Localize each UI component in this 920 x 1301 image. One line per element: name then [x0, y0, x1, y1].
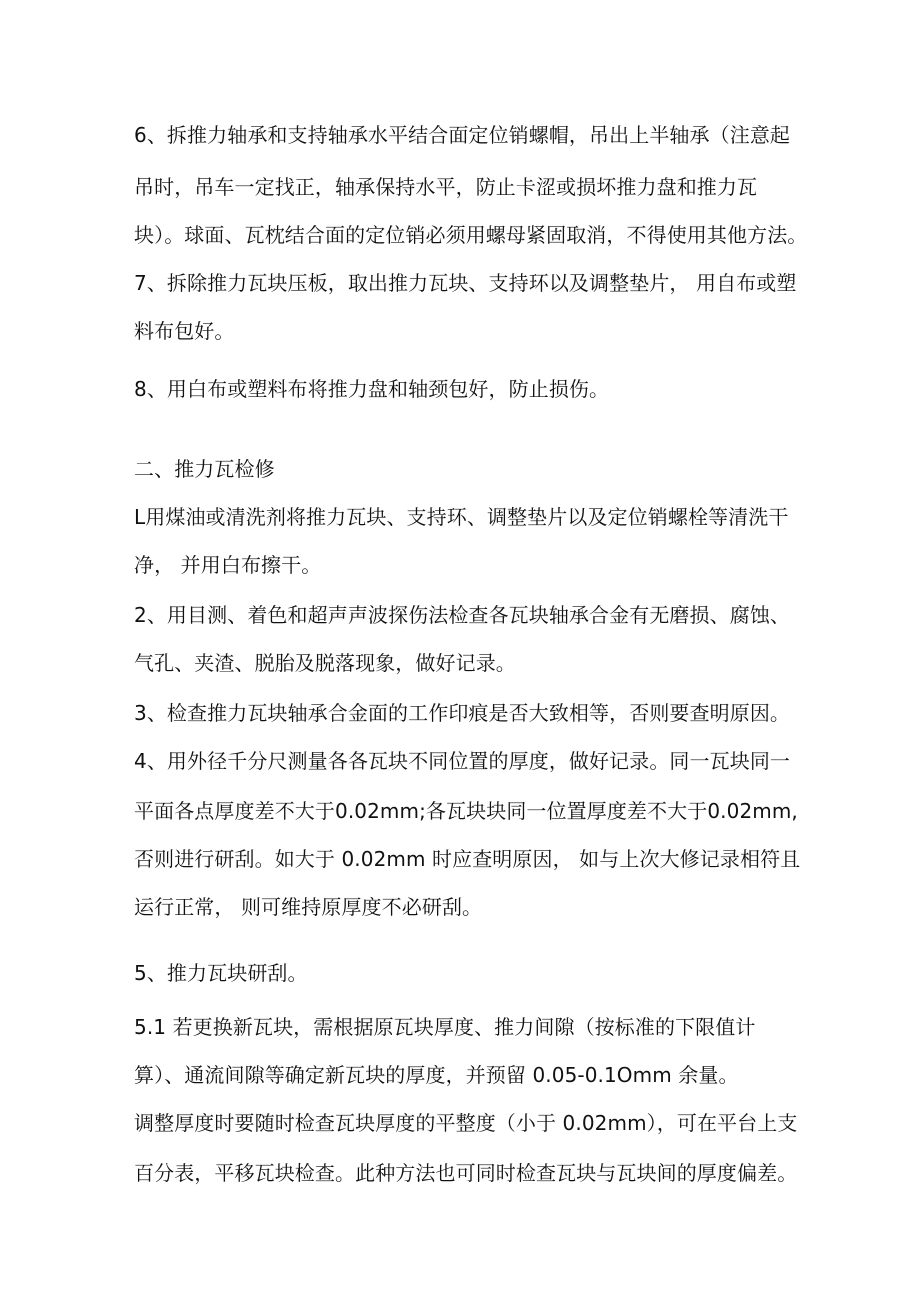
paragraph-check-item1-line1: L用煤油或清洗剂将推力瓦块、支持环、调整垫片以及定位销螺栓等清洗干	[134, 505, 789, 529]
paragraph-check-item4-line3: 否则进行研刮。如大于 0.02mm 时应查明原因， 如与上次大修记录相符且	[134, 847, 801, 871]
paragraph-check-item5-1-line1: 5.1 若更换新瓦块，需根据原瓦块厚度、推力间隙（按标准的下限值计	[134, 1015, 756, 1039]
paragraph-item6-line1: 6、拆推力轴承和支持轴承水平结合面定位销螺帽，吊出上半轴承（注意起	[134, 123, 791, 147]
paragraph-check-item4-line4: 运行正常， 则可维持原厚度不必研刮。	[134, 895, 483, 919]
paragraph-check-item3: 3、检查推力瓦块轴承合金面的工作印痕是否大致相等，否则要查明原因。	[134, 701, 791, 725]
paragraph-check-item5-1-line2: 算）、通流间隙等确定新瓦块的厚度，并预留 0.05-0.1Omm 余量。	[134, 1063, 739, 1087]
section-heading-thrust-pad: 二、推力瓦检修	[134, 457, 275, 481]
paragraph-check-item2-line2: 气孔、夹渣、脱胎及脱落现象，做好记录。	[134, 651, 516, 675]
paragraph-check-item5-1-line4: 百分表，平移瓦块检查。此种方法也可同时检查瓦块与瓦块间的厚度偏差。	[134, 1161, 798, 1185]
paragraph-item7-line2: 料布包好。	[134, 319, 235, 343]
paragraph-check-item5-1-line3: 调整厚度时要随时检查瓦块厚度的平整度（小于 0.02mm），可在平台上支	[134, 1111, 798, 1135]
paragraph-check-item1-line2: 净， 并用白布擦干。	[134, 553, 322, 577]
paragraph-item6-line2: 吊时，吊车一定找正，轴承保持水平，防止卡涩或损坏推力盘和推力瓦	[134, 175, 758, 199]
paragraph-item7-line1: 7、拆除推力瓦块压板，取出推力瓦块、支持环以及调整垫片， 用自布或塑	[134, 271, 797, 295]
paragraph-item6-line3: 块）。球面、瓦枕结合面的定位销必须用螺母紧固取消，不得使用其他方法。	[134, 223, 808, 247]
paragraph-check-item4-line2: 平面各点厚度差不大于0.02mm;各瓦块块同一位置厚度差不大于0.02mm,	[134, 799, 798, 823]
paragraph-item8: 8、用白布或塑料布将推力盘和轴颈包好，防止损伤。	[134, 377, 610, 401]
paragraph-check-item2-line1: 2、用目测、着色和超声声波探伤法检查各瓦块轴承合金有无磨损、腐蚀、	[134, 603, 791, 627]
paragraph-check-item4-line1: 4、用外径千分尺测量各各瓦块不同位置的厚度，做好记录。同一瓦块同一	[134, 749, 791, 773]
paragraph-check-item5: 5、推力瓦块研刮。	[134, 961, 308, 985]
